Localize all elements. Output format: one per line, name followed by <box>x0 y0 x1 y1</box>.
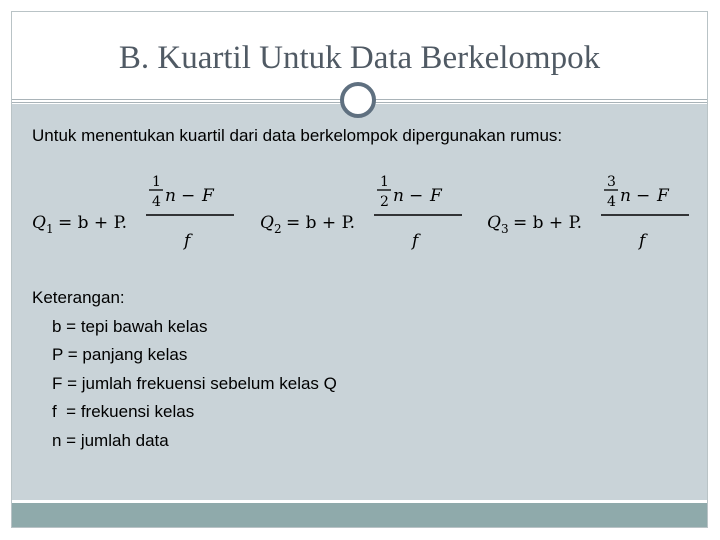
formula-q1-eq: = b + P. <box>58 213 127 233</box>
formula-q1-f: f <box>184 231 191 251</box>
formula-q1-F: F <box>202 186 214 206</box>
formula-q3-minus: − <box>636 186 651 206</box>
formula-q3-num: 3 <box>607 174 616 190</box>
formula-q2-F: F <box>430 186 442 206</box>
formula-q1-minus: − <box>181 186 196 206</box>
legend-item-F: F = jumlah frekuensi sebelum kelas Q <box>52 373 337 393</box>
formula-q2-lhs: Q <box>260 213 274 233</box>
legend-item-n: n = jumlah data <box>52 430 169 450</box>
formula-q2-sub: 2 <box>274 222 282 236</box>
intro-text: Untuk menentukan kuartil dari data berkelompok dipergunakan rumus: <box>32 126 563 145</box>
formula-q3-F: F <box>657 186 669 206</box>
formula-q1-den: 4 <box>152 194 161 210</box>
formula-q2-n: n <box>393 186 404 206</box>
formula-q1-lhs: Q <box>32 213 46 233</box>
formula-q2-f: f <box>412 231 419 251</box>
formula-q2-minus: − <box>409 186 424 206</box>
formula-q1-sub: 1 <box>46 222 54 236</box>
formula-q2-eq: = b + P. <box>286 213 355 233</box>
formula-q1-num: 1 <box>152 174 161 190</box>
formula-q1-n: n <box>165 186 176 206</box>
formula-q3-n: n <box>620 186 631 206</box>
legend-item-p: P = panjang kelas <box>52 345 188 364</box>
slide-title: B. Kuartil Untuk Data Berkelompok <box>118 40 601 76</box>
slide <box>11 11 708 528</box>
formula-q3-lhs: Q <box>487 213 501 233</box>
formula-q2-den: 2 <box>380 194 389 210</box>
content-area <box>12 104 707 500</box>
formula-q1 <box>26 166 241 256</box>
legend-title: Keterangan: <box>32 288 125 307</box>
formula-q2-num: 1 <box>380 174 389 190</box>
formula-q3-eq: = b + P. <box>513 213 582 233</box>
legend-item-f: f = frekuensi kelas <box>52 402 195 421</box>
formula-q3-sub: 3 <box>501 222 509 236</box>
formula-q2 <box>254 166 469 256</box>
formula-q3 <box>481 166 696 256</box>
legend-item-b: b = tepi bawah kelas <box>52 316 208 336</box>
circle-ornament-icon <box>340 82 376 118</box>
formula-q3-den: 4 <box>607 194 616 210</box>
footer-bar <box>12 503 707 527</box>
formula-q3-f: f <box>639 231 646 251</box>
legend <box>32 284 337 455</box>
